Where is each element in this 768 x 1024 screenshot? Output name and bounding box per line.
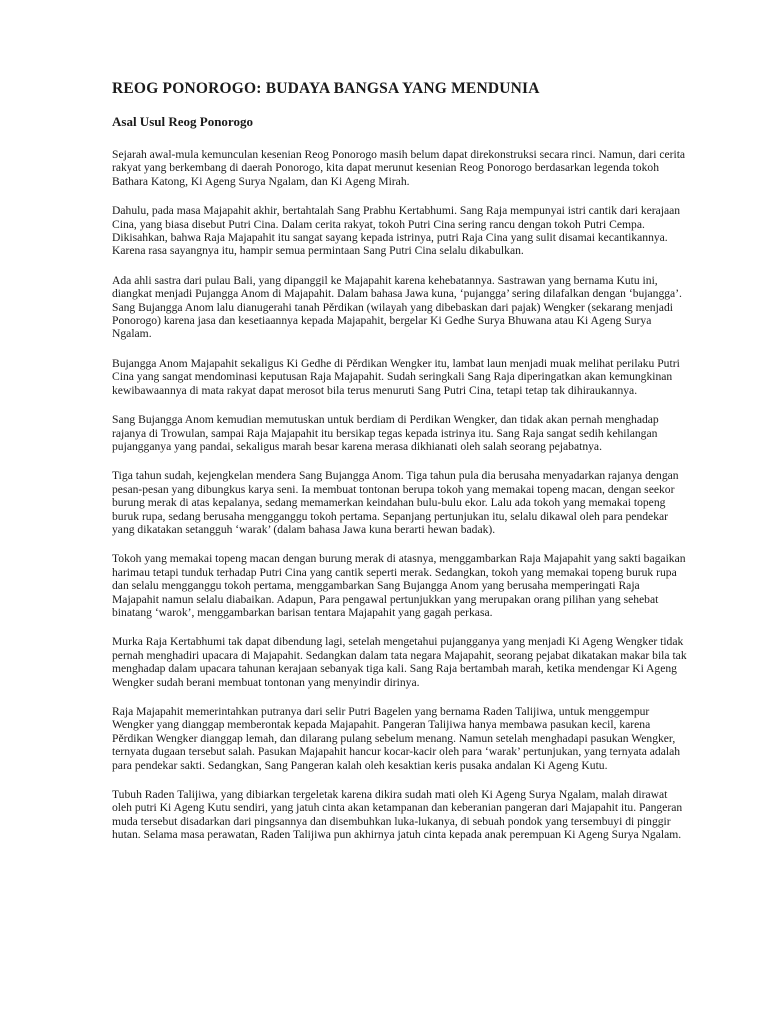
paragraph: Tokoh yang memakai topeng macan dengan burung merak di atasnya, menggambarkan Raja Majapahit yang sakti bagaikan harimau tetapi tunduk terhadap Putri Cina yang cantik seperti merak. Sedangkan, tokoh yang memakai topeng buruk rupa dan selalu mengganggu tokoh pertama, menggambarkan Sang Bujangga Anom yang berusaha memperingati Raja Majapahit namun selalu diabaikan. Adapun, Para pengawal pertunjukkan yang merupakan orang pilihan yang sehebat binatang ‘warok’, menggambarkan barisan tentara Majapahit yang gagah perkasa. — [112, 552, 686, 619]
paragraph: Sejarah awal-mula kemunculan kesenian Reog Ponorogo masih belum dapat direkonstruksi secara rinci. Namun, dari cerita rakyat yang berkembang di daerah Ponorogo, kita dapat merunut kesenian Reog Ponorogo berdasarkan legenda tokoh Bathara Katong, Ki Ageng Surya Ngalam, dan Ki Ageng Mirah. — [112, 148, 686, 188]
paragraph: Tiga tahun sudah, kejengkelan mendera Sang Bujangga Anom. Tiga tahun pula dia berusaha menyadarkan rajanya dengan pesan-pesan yang dibungkus karya seni. Ia membuat tontonan berupa tokoh yang memakai topeng macan, dengan seekor burung merak di atas kepalanya, sedang memamerkan keindahan bulu-bulu ekor. Lalu ada tokoh yang memakai topeng buruk rupa, sedang berusaha mengganggu tokoh pertama. Sepanjang pertunjukan itu, selalu dikawal oleh para pendekar yang dikatakan setangguh ‘warak’ (dalam bahasa Jawa kuna berarti hewan badak). — [112, 469, 679, 536]
section-heading: Asal Usul Reog Ponorogo — [112, 114, 253, 129]
paragraph: Murka Raja Kertabhumi tak dapat dibendung lagi, setelah mengetahui pujangganya yang menjadi Ki Ageng Wengker tidak pernah menghadiri upacara di Majapahit. Sedangkan dalam tata negara Majapahit, seorang pejabat dikatakan makar bila tak menghadap dalam upacara tahunan kerajaan sebanyak tiga kali. Sang Raja bertambah marah, ketika mendengar Ki Ageng Wengker sudah berani membuat tontonan yang menyindir dirinya. — [112, 635, 687, 689]
paragraph: Bujangga Anom Majapahit sekaligus Ki Gedhe di Pěrdikan Wengker itu, lambat laun menjadi muak melihat perilaku Putri Cina yang sangat mendominasi keputusan Raja Majapahit. Sudah seringkali Sang Raja diperingatkan akan kemungkinan kewibawaannya di mata rakyat dapat merosot bila terus menuruti Sang Putri Cina, tetapi tetap tak dihiraukannya. — [112, 356, 680, 397]
paragraph: Dahulu, pada masa Majapahit akhir, bertahtalah Sang Prabhu Kertabhumi. Sang Raja mempunyai istri cantik dari kerajaan Cina, yang biasa disebut Putri Cina. Dalam cerita rakyat, tokoh Putri Cina sering rancu dengan tokoh Putri Cempa. Dikisahkan, bahwa Raja Majapahit itu sangat sayang kepada istrinya, putri Raja Cina yang sulit disamai kecantikannya. Karena rasa sayangnya itu, hampir semua permintaan Sang Putri Cina selalu dikabulkan. — [112, 204, 681, 258]
document-title: REOG PONOROGO: BUDAYA BANGSA YANG MENDUNIA — [112, 80, 540, 97]
paragraph: Sang Bujangga Anom kemudian memutuskan untuk berdiam di Perdikan Wengker, dan tidak akan pernah menghadap rajanya di Trowulan, sampai Raja Majapahit itu bersikap tegas kepada istrinya itu. Sang Raja sangat sedih kehilangan pujangganya yang pandai, sekaligus marah besar karena merasa dikhianati oleh salah seorang pejabatnya. — [112, 413, 659, 453]
paragraph: Ada ahli sastra dari pulau Bali, yang dipanggil ke Majapahit karena kehebatannya. Sastrawan yang bernama Kutu ini, diangkat menjadi Pujangga Anom di Majapahit. Dalam bahasa Jawa kuna, ‘pujangga’ sering dilafalkan dengan ‘bujangga’. Sang Bujangga Anom lalu dianugerahi tanah Pěrdikan (wilayah yang dibebaskan dari pajak) Wengker (sekarang menjadi Ponorogo) karena jasa dan kesetiaannya kepada Majapahit, bergelar Ki Gedhe Surya Bhuwana atau Ki Ageng Surya Ngalam. — [112, 273, 682, 341]
paragraph: Raja Majapahit memerintahkan putranya dari selir Putri Bagelen yang bernama Raden Talijiwa, untuk menggempur Wengker yang dianggap memberontak kepada Majapahit. Pangeran Talijiwa hanya membawa pasukan kecil, karena Pěrdikan Wengker dianggap lemah, dan dilarang pulang sebelum menang. Namun setelah menghadapi pasukan Wengker, ternyata dugaan tersebut salah. Pasukan Majapahit hancur kocar-kacir oleh para ‘warak’ pertunjukan, yang ternyata adalah para pendekar sakti. Sedangkan, Sang Pangeran kalah oleh kesaktian keris pusaka andalan Ki Ageng Kutu. — [112, 705, 681, 772]
paragraph: Tubuh Raden Talijiwa, yang dibiarkan tergeletak karena dikira sudah mati oleh Ki Ageng Surya Ngalam, malah dirawat oleh putri Ki Ageng Kutu sendiri, yang jatuh cinta akan ketampanan dan keberanian pangeran dari Majapahit itu. Pangeran muda tersebut disadarkan dari pingsannya dan disembuhkan luka-lukanya, di sebuah pondok yang tersembuyi di pinggir hutan. Selama masa perawatan, Raden Talijiwa pun akhirnya jatuh cinta kepada anak perempuan Ki Ageng Surya Ngalam. — [112, 788, 683, 842]
